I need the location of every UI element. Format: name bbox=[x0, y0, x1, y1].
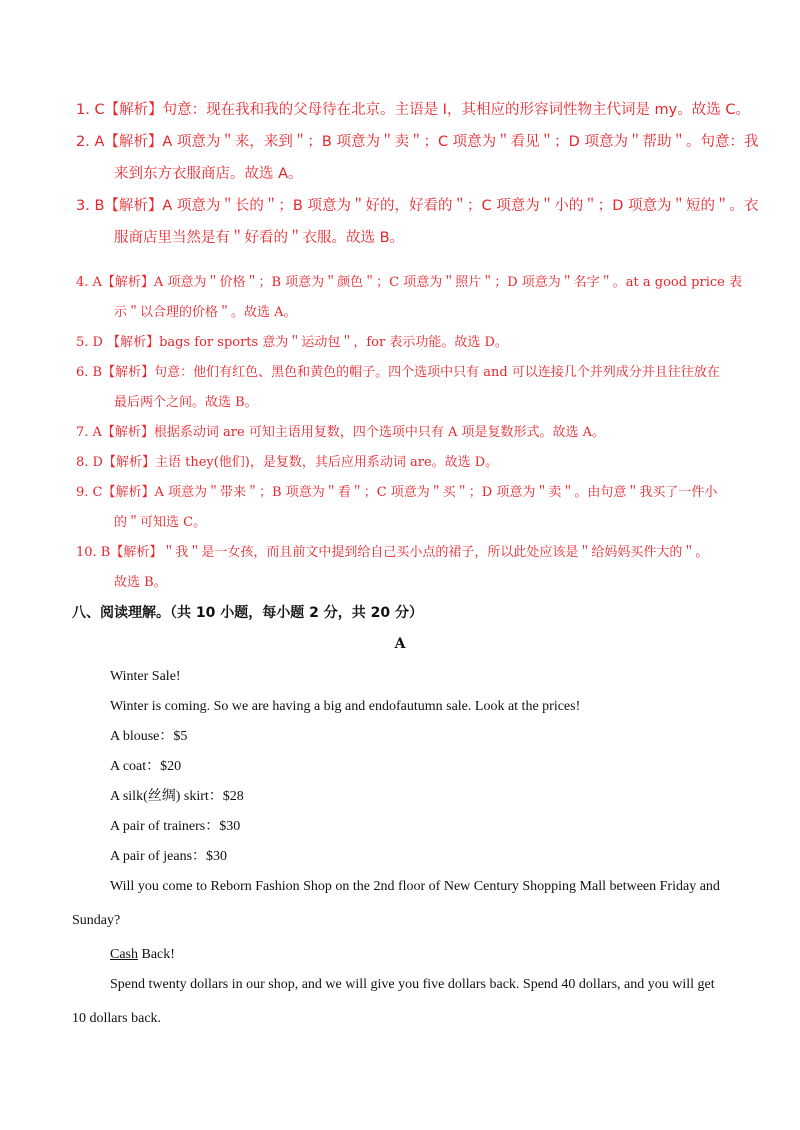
price-item: A pair of jeans：$30 bbox=[110, 849, 228, 864]
answer-line: 9. C【解析】A 项意为＂带来＂；B 项意为＂看＂；C 项意为＂买＂；D 项意为＂卖＂。由句意＂我买了一件小 bbox=[76, 485, 718, 500]
answer-line: 3. B【解析】A 项意为＂长的＂；B 项意为＂好的，好看的＂；C 项意为＂小的＂；D 项意为＂短的＂。衣 bbox=[76, 198, 759, 214]
answer-5 bbox=[76, 328, 736, 358]
answer-1 bbox=[76, 94, 750, 126]
cash-word: Cash bbox=[110, 947, 138, 962]
answer-6 bbox=[76, 358, 736, 418]
price-item: A silk(丝绸) skirt：$28 bbox=[110, 789, 244, 804]
answer-continuation: 最后两个之间。故选 B。 bbox=[114, 395, 258, 410]
invite-line: Will you come to Reborn Fashion Shop on the 2nd floor of New Century Shopping Mall between Friday and bbox=[110, 879, 720, 894]
section-title: 八、阅读理解。（共 10 小题，每小题 2 分，共 20 分） bbox=[72, 605, 423, 621]
invite-paragraph bbox=[72, 872, 732, 936]
answer-line: 4. A【解析】A 项意为＂价格＂；B 项意为＂颜色＂；C 项意为＂照片＂；D 项意为＂名字＂。at a good price 表 bbox=[76, 275, 742, 290]
intro-paragraph: Winter is coming. So we are having a big and endofautumn sale. Look at the prices! bbox=[110, 699, 581, 714]
answers-top bbox=[76, 94, 759, 254]
cash-back-heading bbox=[72, 940, 732, 970]
answer-7 bbox=[76, 418, 736, 448]
reading-passage bbox=[72, 662, 732, 1034]
price-item: A pair of trainers：$30 bbox=[110, 819, 241, 834]
answer-line: 2. A【解析】A 项意为＂来，来到＂；B 项意为＂卖＂；C 项意为＂看见＂；D 项意为＂帮助＂。句意：我 bbox=[76, 134, 759, 150]
answer-3 bbox=[76, 190, 759, 254]
spend-line: Spend twenty dollars in our shop, and we will give you five dollars back. Spend 40 dollars, and you will get bbox=[110, 977, 715, 992]
price-item: A blouse：$5 bbox=[110, 729, 188, 744]
answer-line: 8. D【解析】主语 they(他们)，是复数，其后应用系动词 are。故选 D。 bbox=[76, 455, 499, 470]
passage-letter: A bbox=[394, 636, 406, 652]
answer-line: 5. D 【解析】bags for sports 意为＂运动包＂，for 表示功能。故选 D。 bbox=[76, 335, 508, 350]
answer-9 bbox=[76, 478, 736, 538]
answer-continuation: 示＂以合理的价格＂。故选 A。 bbox=[114, 305, 297, 320]
invite-line: Sunday? bbox=[72, 913, 121, 928]
answer-2 bbox=[76, 126, 759, 190]
spend-paragraph bbox=[72, 970, 732, 1034]
answer-line: 6. B【解析】句意：他们有红色、黑色和黄色的帽子。四个选项中只有 and 可以连接几个并列成分并且往往放在 bbox=[76, 365, 720, 380]
answer-line: 1. C【解析】句意：现在我和我的父母待在北京。主语是 I，其相应的形容词性物主代词是 my。故选 C。 bbox=[76, 102, 750, 118]
answer-continuation: 故选 B。 bbox=[114, 575, 167, 590]
answer-8 bbox=[76, 448, 736, 478]
answer-line: 7. A【解析】根据系动词 are 可知主语用复数，四个选项中只有 A 项是复数形式。故选 A。 bbox=[76, 425, 606, 440]
answer-10 bbox=[76, 538, 736, 598]
spend-line: 10 dollars back. bbox=[72, 1011, 162, 1026]
answer-continuation: 的＂可知选 C。 bbox=[114, 515, 207, 530]
answer-continuation: 服商店里当然是有＂好看的＂衣服。故选 B。 bbox=[114, 230, 405, 246]
answer-continuation: 来到东方衣服商店。故选 A。 bbox=[114, 166, 303, 182]
sale-title: Winter Sale! bbox=[110, 669, 181, 684]
answers-bottom bbox=[76, 268, 742, 598]
cash-rest: Back! bbox=[138, 947, 175, 962]
answer-4 bbox=[76, 268, 742, 328]
answer-line: 10. B【解析】＂我＂是一女孩，而且前文中提到给自己买小点的裙子，所以此处应该是＂给妈妈买件大的＂。 bbox=[76, 545, 709, 560]
price-item: A coat：$20 bbox=[110, 759, 182, 774]
